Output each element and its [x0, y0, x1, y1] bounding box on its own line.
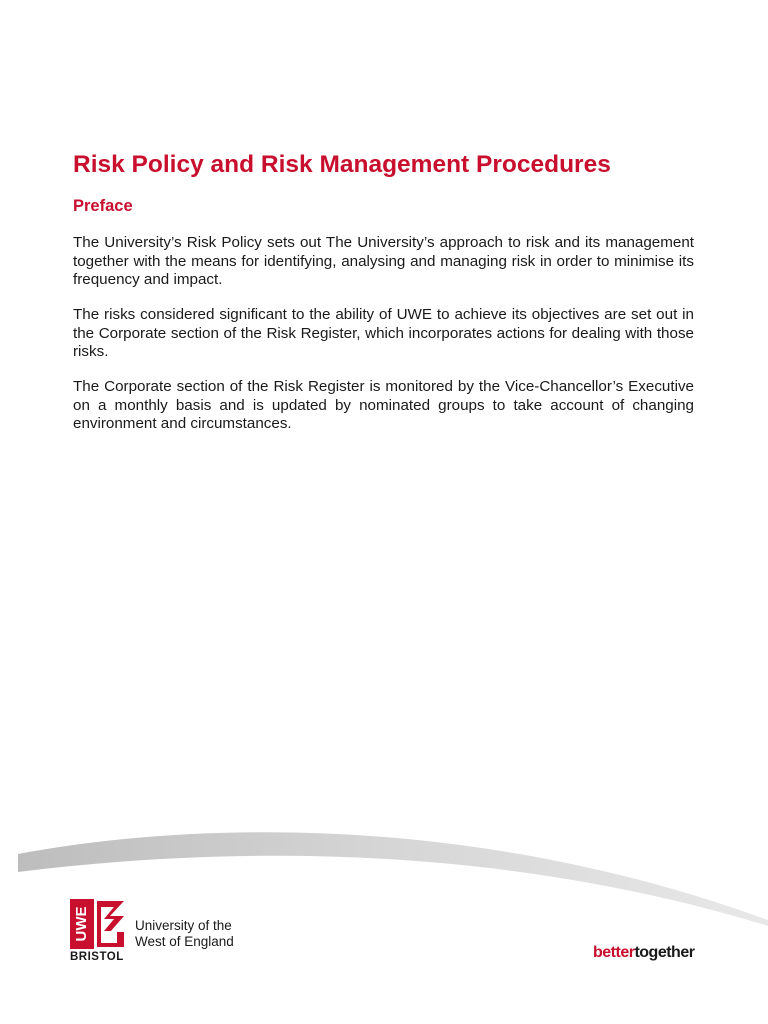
- logo-mark-text: UWE: [72, 906, 90, 942]
- logo-city: BRISTOL: [70, 951, 124, 963]
- paragraph: The University’s Risk Policy sets out The University’s approach to risk and its management together with the means for identifying, analysing and managing risk in order to minimise its frequency and impact.: [73, 234, 694, 288]
- tagline-better: better: [593, 944, 635, 961]
- document-title: Risk Policy and Risk Management Procedures: [73, 151, 611, 178]
- paragraph: The risks considered significant to the ability of UWE to achieve its objectives are set out in the Corporate section of the Risk Register, which incorporates actions for dealing with those risks.: [73, 306, 694, 360]
- paragraph: The Corporate section of the Risk Register is monitored by the Vice-Chancellor’s Executive on a monthly basis and is updated by nominated groups to take account of changing environment and circumstances.: [73, 378, 694, 432]
- logo-university-name: [135, 918, 255, 950]
- logo-name-line: West of England: [135, 934, 234, 949]
- section-heading: Preface: [73, 197, 133, 215]
- logo-name-line: University of the: [135, 918, 232, 933]
- tagline-together: together: [634, 944, 695, 961]
- tagline: [593, 944, 694, 962]
- uwe-logo-mark-icon: [70, 899, 128, 957]
- uwe-logo: [70, 899, 250, 969]
